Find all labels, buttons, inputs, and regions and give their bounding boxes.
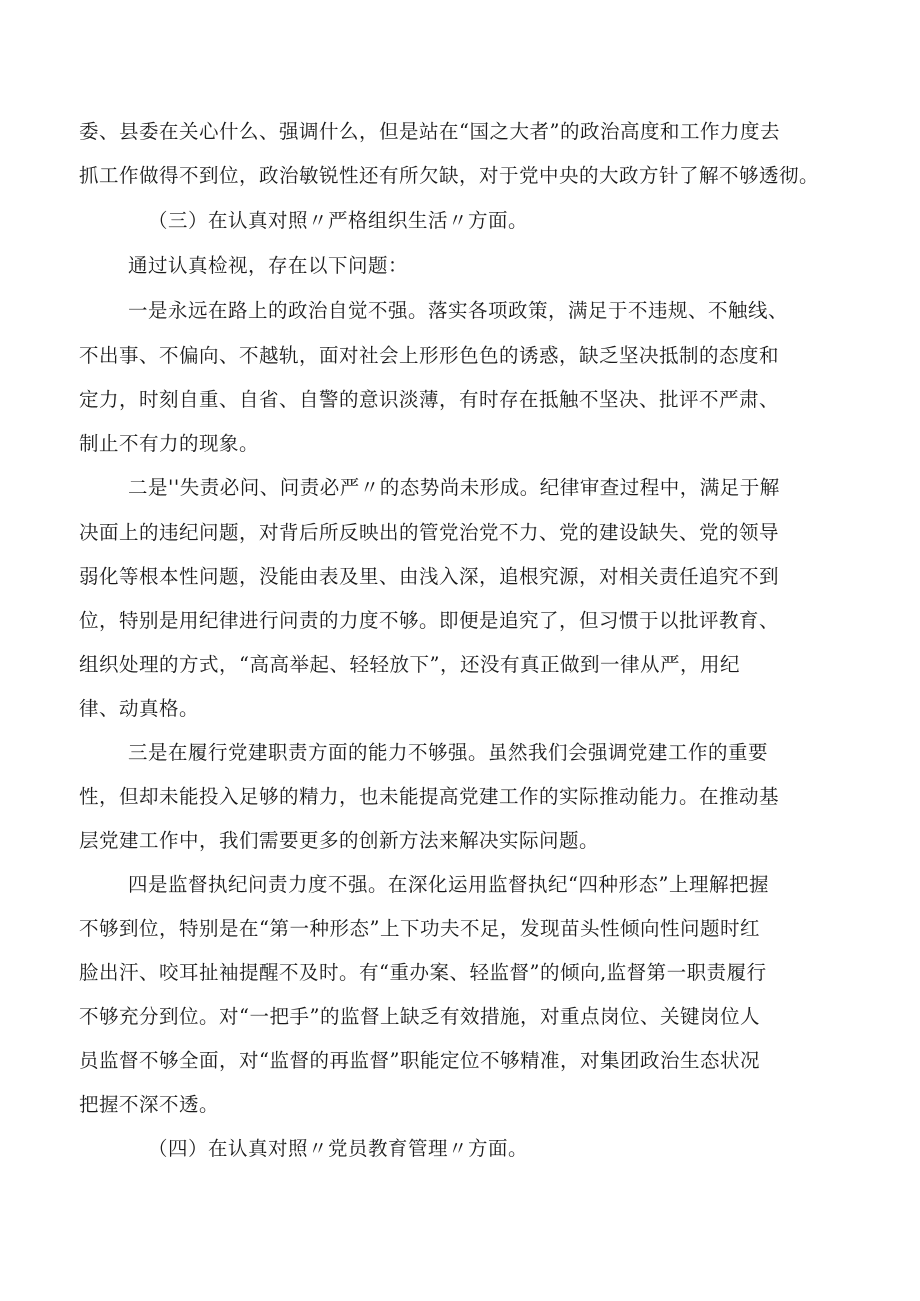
text-line: 二是''失责必问、问责必严〃的态势尚未形成。纪律审查过程中，满足于解 xyxy=(128,476,780,499)
text-line: 位，特别是用纪律进行问责的力度不够。即便是追究了，但习惯于以批评教育、 xyxy=(79,609,780,632)
text-line: 员监督不够全面，对“监督的再监督”职能定位不够精准，对集团政治生态状况 xyxy=(79,1049,760,1072)
text-line: 弱化等根本性问题，没能由表及里、由浅入深，追根究源，对相关责任追究不到 xyxy=(79,565,780,588)
text-line: 委、县委在关心什么、强调什么，但是站在“国之大者”的政治高度和工作力度去 xyxy=(79,120,780,143)
text-line: 定力，时刻自重、自省、自警的意识淡薄，有时存在抵触不坚决、批评不严肃、 xyxy=(79,388,780,411)
text-line: 决面上的违纪问题，对背后所反映出的管党治党不力、党的建设缺失、党的领导 xyxy=(79,521,780,544)
section-heading: （四）在认真对照〃党员教育管理〃方面。 xyxy=(148,1137,529,1160)
text-line: 一是永远在路上的政治自觉不强。落实各项政策，满足于不违规、不触线、 xyxy=(128,299,789,322)
text-line: 制止不有力的现象。 xyxy=(79,432,260,455)
text-line: 层党建工作中，我们需要更多的创新方法来解决实际问题。 xyxy=(79,829,600,852)
section-heading: （三）在认真对照〃严格组织生活〃方面。 xyxy=(148,209,529,232)
text-line: 不够到位，特别是在“第一种形态”上下功夫不足，发现苗头性倾向性问题时红 xyxy=(79,917,760,940)
text-line: 律、动真格。 xyxy=(79,697,200,720)
text-line: 不够充分到位。对“一把手”的监督上缺乏有效措施，对重点岗位、关键岗位人 xyxy=(79,1005,760,1028)
text-line: 四是监督执纪问责力度不强。在深化运用监督执纪“四种形态”上理解把握 xyxy=(128,873,769,896)
text-line: 把握不深不透。 xyxy=(79,1093,220,1116)
text-line: 组织处理的方式，“高高举起、轻轻放下”，还没有真正做到一律从严，用纪 xyxy=(79,653,740,676)
text-line: 性，但却未能投入足够的精力，也未能提高党建工作的实际推动能力。在推动基 xyxy=(79,785,780,808)
text-line: 不出事、不偏向、不越轨，面对社会上形形色色的诱惑，缺乏坚决抵制的态度和 xyxy=(79,344,780,367)
text-line: 通过认真检视，存在以下问题： xyxy=(128,254,409,277)
text-line: 脸出汗、咬耳扯袖提醒不及时。有“重办案、轻监督”的倾向,监督第一职责履行 xyxy=(79,961,767,984)
text-line: 三是在履行党建职责方面的能力不够强。虽然我们会强调党建工作的重要 xyxy=(128,741,769,764)
text-line: 抓工作做得不到位，政治敏锐性还有所欠缺，对于党中央的大政方针了解不够透彻。 xyxy=(79,164,820,187)
